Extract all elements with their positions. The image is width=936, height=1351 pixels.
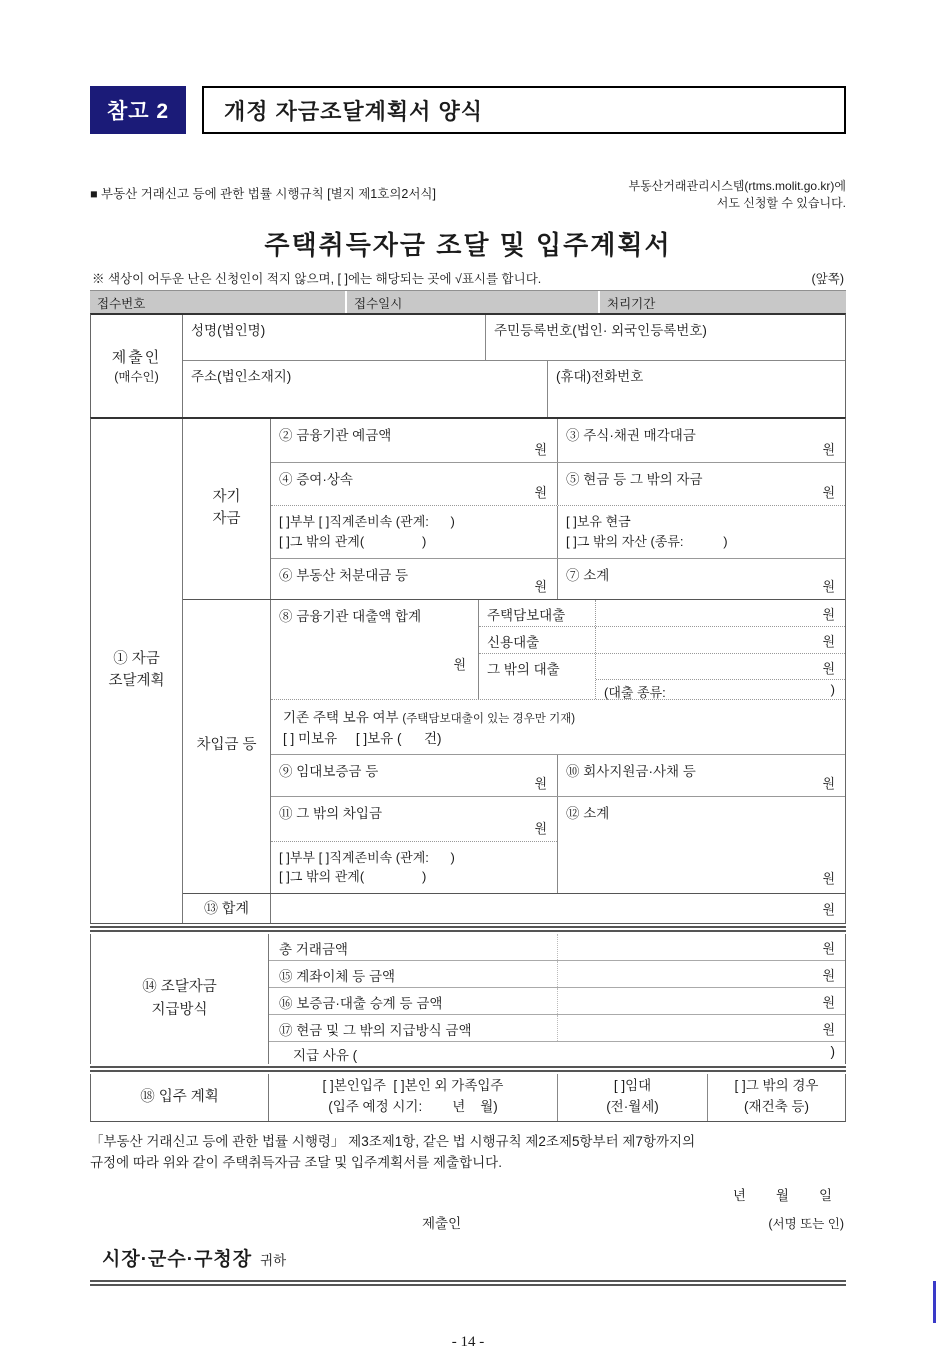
other-loan-row [479, 654, 845, 699]
movein-rent-option: [ ]임대 (전·월세) [558, 1074, 708, 1121]
self-funds-subtotal-field: ⑦ 소계 원 [566, 567, 835, 594]
other-borrowings-field: ⑪ 그 밖의 차입금 원 [271, 797, 557, 842]
borrowings-group [183, 600, 845, 894]
mortgage-loan-value [596, 600, 845, 626]
cash-other-funds-field: ⑤ 현금 등 그 밖의 자금 원 [566, 471, 835, 500]
won-unit: 원 [822, 870, 835, 886]
credit-loan-row [479, 627, 845, 654]
legal-rule-reference: ■ 부동산 거래신고 등에 관한 법률 시행규칙 [별지 제1호의2서식] [90, 187, 436, 201]
won-unit: 원 [822, 633, 835, 649]
submitter-label [91, 315, 183, 417]
borrowings-label: 차입금 등 [183, 600, 271, 893]
signature-row [90, 1212, 846, 1232]
total-transaction-row [269, 934, 845, 961]
funding-plan-label [91, 419, 183, 923]
row-resale-subtotal [271, 559, 845, 599]
processing-period-label: 처리기간 [598, 291, 846, 313]
succession-amount-value [558, 988, 845, 1014]
won-unit: 원 [822, 1021, 835, 1037]
won-unit: 원 [534, 484, 547, 500]
reference-title-box: 개정 자금조달계획서 양식 [202, 86, 846, 134]
won-unit: 원 [534, 578, 547, 594]
gift-relation-checkboxes: [ ]부부 [ ]직계존비속 (관계: ) [ ]그 밖의 관계( ) [271, 506, 558, 558]
borrowings-subtotal-field: ⑫ 소계 원 [566, 805, 835, 886]
mortgage-loan-label: 주택담보대출 [479, 600, 596, 626]
front-side-label: (앞쪽) [811, 271, 844, 286]
cash-payment-value [558, 1015, 845, 1041]
submitter-label-line2: (매수인) [114, 370, 159, 385]
other-loan-label: 그 밖의 대출 [479, 654, 596, 699]
won-unit: 원 [453, 656, 466, 672]
movein-plan-section [90, 1074, 846, 1122]
declaration-line2: 규정에 따라 위와 같이 주택취득자금 조달 및 입주계획서를 제출합니다. [90, 1155, 502, 1171]
receipt-header-row [90, 290, 846, 313]
rtms-note-line1: 부동산거래관리시스템(rtms.molit.go.kr)에 [628, 179, 846, 193]
receipt-number-label: 접수번호 [97, 296, 146, 311]
won-unit: 원 [822, 441, 835, 457]
won-unit: 원 [822, 660, 835, 676]
cash-payment-label: ⑰ 현금 및 그 밖의 지급방식 금액 [269, 1015, 558, 1041]
movein-other-option: [ ]그 밖의 경우 (재건축 등) [734, 1078, 819, 1115]
signature-seal-label: (서명 또는 인) [768, 1216, 844, 1231]
page-number: - 14 - [451, 1333, 485, 1350]
funding-plan-body [183, 419, 845, 923]
payment-reason-open: 지급 사유 ( [293, 1047, 358, 1063]
transfer-amount-label: ⑮ 계좌이체 등 금액 [269, 961, 558, 987]
rental-deposit-field: ⑨ 임대보증금 등 원 [271, 755, 558, 796]
submitter-row-2 [183, 361, 845, 417]
phone-field: (휴대)전화번호 [556, 368, 644, 384]
movein-plan-label: ⑱ 입주 계획 [91, 1074, 269, 1121]
recipient-title: 시장·군수·구청장 [102, 1248, 253, 1270]
row-otherborrow-subtotal [271, 797, 845, 893]
instruction-row [90, 269, 846, 287]
won-unit: 원 [822, 967, 835, 983]
borrowings-cells [271, 600, 845, 893]
receipt-datetime-label: 접수일시 [345, 291, 598, 313]
payment-reason-close: ) [830, 1043, 835, 1059]
cash-payment-row [269, 1015, 845, 1042]
transfer-amount-row [269, 961, 845, 988]
company-support-field: ⑩ 회사지원금·사채 등 원 [566, 763, 835, 791]
grand-total-value [271, 894, 845, 923]
succession-amount-row [269, 988, 845, 1015]
won-unit: 원 [822, 578, 835, 594]
regno-field: 주민등록번호(법인· 외국인등록번호) [494, 322, 707, 338]
signature-submitter-label: 제출인 [422, 1215, 462, 1231]
form-content [90, 86, 846, 1351]
header-row [90, 86, 846, 134]
existing-home-options: [ ] 미보유 [ ]보유 ( 건) [283, 731, 442, 747]
bank-loan-total-field: ⑧ 금융기관 대출액 합계 원 [271, 600, 479, 699]
won-unit: 원 [822, 484, 835, 500]
submitter-label-line1: 제출인 [111, 349, 162, 367]
payment-method-rows [269, 934, 845, 1064]
rtms-note-line2: 서도 신청할 수 있습니다. [716, 196, 846, 211]
section-divider [90, 926, 846, 932]
won-unit: 원 [534, 775, 547, 791]
date-line: 년 월 일 [732, 1187, 832, 1203]
row-gift-cash [271, 463, 845, 506]
bottom-rule [90, 1280, 846, 1286]
won-unit: 원 [534, 820, 547, 836]
property-sale-proceeds-field: ⑥ 부동산 처분대금 등 원 [271, 559, 558, 599]
row-gift-relation [271, 506, 845, 559]
payment-method-section [90, 934, 846, 1064]
existing-home-note: (주택담보대출이 있는 경우만 기재) [402, 712, 576, 725]
existing-home-ownership-field [271, 700, 845, 755]
existing-home-title-line: 기존 주택 보유 여부 (주택담보대출이 있는 경우만 기재) [283, 709, 576, 725]
total-transaction-value [558, 934, 845, 960]
self-funds-label: 자기 자금 [183, 419, 271, 599]
funding-plan-label-text: ① 자금 조달계획 [108, 651, 165, 689]
row-rentdeposit-company [271, 755, 845, 797]
succession-amount-label: ⑯ 보증금·대출 승계 등 금액 [269, 988, 558, 1014]
rtms-note [628, 178, 846, 213]
held-asset-checkboxes: [ ]보유 현금 [ ]그 밖의 자산 (종류: ) [566, 514, 728, 549]
row-deposit-stock [271, 419, 845, 463]
self-funds-cells [271, 419, 845, 599]
reference-badge: 참고 2 [90, 86, 186, 134]
movein-self-option: [ ]본인입주 [ ]본인 외 가족입주 (입주 예정 시기: 년 월) [269, 1074, 558, 1121]
funding-plan-section [90, 417, 846, 924]
won-unit: 원 [822, 775, 835, 791]
loan-type-field: (대출 종류: ) [596, 679, 845, 699]
stock-proceeds-field: ③ 주식·채권 매각대금 원 [566, 427, 835, 457]
other-loan-value [596, 654, 845, 699]
won-unit: 원 [822, 606, 835, 622]
form-meta-row [90, 178, 846, 213]
payment-method-label: ⑭ 조달자금 지급방식 [91, 934, 269, 1064]
credit-loan-label: 신용대출 [479, 627, 596, 653]
mortgage-loan-row [479, 600, 845, 627]
payment-reason-row [269, 1042, 845, 1064]
submitter-section [90, 313, 846, 417]
bank-loan-breakdown [479, 600, 845, 699]
recipient-row [90, 1244, 846, 1271]
won-unit: 원 [822, 940, 835, 956]
credit-loan-value [596, 627, 845, 653]
won-unit: 원 [534, 441, 547, 457]
won-unit: 원 [822, 901, 835, 917]
grand-total-row [183, 894, 845, 923]
bank-deposit-field: ② 금융기관 예금액 원 [271, 419, 558, 462]
form-title: 주택취득자금 조달 및 입주계획서 [264, 229, 672, 260]
gift-inheritance-field: ④ 증여·상속 원 [271, 463, 558, 505]
declaration-text [90, 1131, 846, 1174]
other-borrowings-column [271, 797, 558, 893]
bank-loans-block [271, 600, 845, 700]
declaration-line1: 「부동산 거래신고 등에 관한 법률 시행령」 제3조제1항, 같은 법 시행규칙 제2조제5항부터 제7항까지의 [90, 1133, 696, 1149]
section-divider [90, 1066, 846, 1072]
self-funds-group [183, 419, 845, 600]
won-unit: 원 [822, 994, 835, 1010]
name-field: 성명(법인명) [183, 315, 486, 360]
transfer-amount-value [558, 961, 845, 987]
submitter-fields [183, 315, 845, 417]
submitter-row-1 [183, 315, 845, 361]
total-transaction-label: 총 거래금액 [269, 934, 558, 960]
address-field: 주소(법인소재지) [183, 361, 548, 417]
fill-instruction: ※ 색상이 어두운 난은 신청인이 적지 않으며, [ ]에는 해당되는 곳에 √표시를 합니다. [92, 271, 542, 286]
borrow-relation-checkboxes: [ ]부부 [ ]직계존비속 (관계: ) [ ]그 밖의 관계( ) [279, 849, 455, 885]
grand-total-label: ⑬ 합계 [183, 894, 271, 923]
recipient-suffix: 귀하 [260, 1252, 287, 1268]
